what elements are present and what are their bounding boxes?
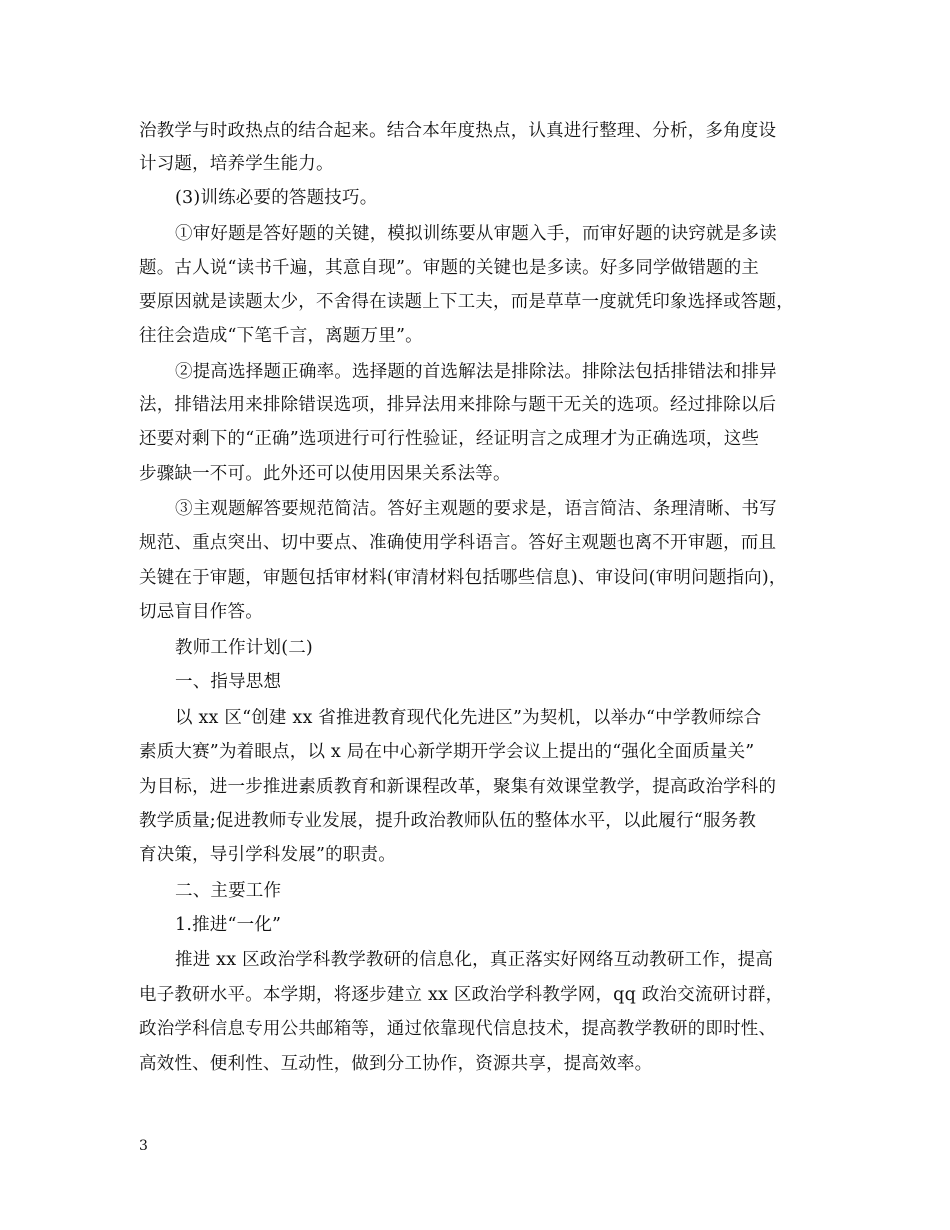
paragraph-first-line: 教师工作计划(二) [175, 638, 313, 658]
paragraph-first-line: 二、主要工作 [175, 881, 282, 901]
text-line: 电子教研水平。本学期，将逐步建立 xx 区政治学科教学网，qq 政治交流研讨群， [139, 985, 784, 1005]
paragraph-first-line: 1.推进“一化” [175, 915, 282, 935]
text-line: 为目标，进一步推进素质教育和新课程改革，聚集有效课堂教学，提高政治学科的 [139, 777, 777, 797]
paragraph-first-line: 一、指导思想 [175, 672, 282, 692]
text-line: 往往会造成“下笔千言，离题万里”。 [139, 326, 423, 346]
text-line: 规范、重点突出、切中要点、准确使用学科语言。答好主观题也离不开审题，而且 [139, 533, 777, 553]
paragraph-first-line: 推进 xx 区政治学科教学教研的信息化，真正落实好网络互动教研工作，提高 [175, 950, 774, 970]
text-line: 教学质量;促进教师专业发展，提升政治教师队伍的整体水平，以此履行“服务教 [139, 811, 757, 831]
text-line: 法，排错法用来排除错误选项，排异法用来排除与题干无关的选项。经过排除以后 [139, 395, 777, 415]
page-number: 3 [139, 1138, 148, 1154]
paragraph-first-line: (3)训练必要的答题技巧。 [175, 188, 378, 208]
text-line: 切忌盲目作答。 [139, 602, 263, 622]
text-line: 要原因就是读题太少，不舍得在读题上下工夫，而是草草一度就凭印象选择或答题， [139, 292, 794, 312]
paragraph-first-line: ②提高选择题正确率。选择题的首选解法是排除法。排除法包括排错法和排异 [175, 362, 777, 382]
text-line: 育决策，导引学科发展”的职责。 [139, 845, 396, 865]
text-line: 高效性、便利性、互动性，做到分工协作，资源共享，提高效率。 [139, 1054, 653, 1074]
text-line: 政治学科信息专用公共邮箱等，通过依靠现代信息技术，提高教学教研的即时性、 [139, 1019, 777, 1039]
text-line: 步骤缺一不可。此外还可以使用因果关系法等。 [139, 464, 511, 484]
paragraph-first-line: 以 xx 区“创建 xx 省推进教育现代化先进区”为契机，以举办“中学教师综合 [175, 708, 762, 728]
text-line: 题。古人说“读书千遍，其意自现”。审题的关键也是多读。好多同学做错题的主 [139, 258, 760, 278]
text-line: 计习题，培养学生能力。 [139, 154, 334, 174]
text-line: 还要对剩下的“正确”选项进行可行性验证，经证明言之成理才为正确选项，这些 [139, 429, 760, 449]
text-line: 治教学与时政热点的结合起来。结合本年度热点，认真进行整理、分析，多角度设 [139, 121, 777, 141]
text-line: 素质大赛”为着眼点，以 x 局在中心新学期开学会议上提出的“强化全面质量关” [139, 742, 755, 762]
text-line: 关键在于审题，审题包括审材料(审清材料包括哪些信息)、审设问(审明问题指向)， [139, 568, 787, 588]
paragraph-first-line: ③主观题解答要规范简洁。答好主观题的要求是，语言简洁、条理清晰、书写 [175, 499, 777, 519]
paragraph-first-line: ①审好题是答好题的关键，模拟训练要从审题入手，而审好题的诀窍就是多读 [175, 224, 777, 244]
